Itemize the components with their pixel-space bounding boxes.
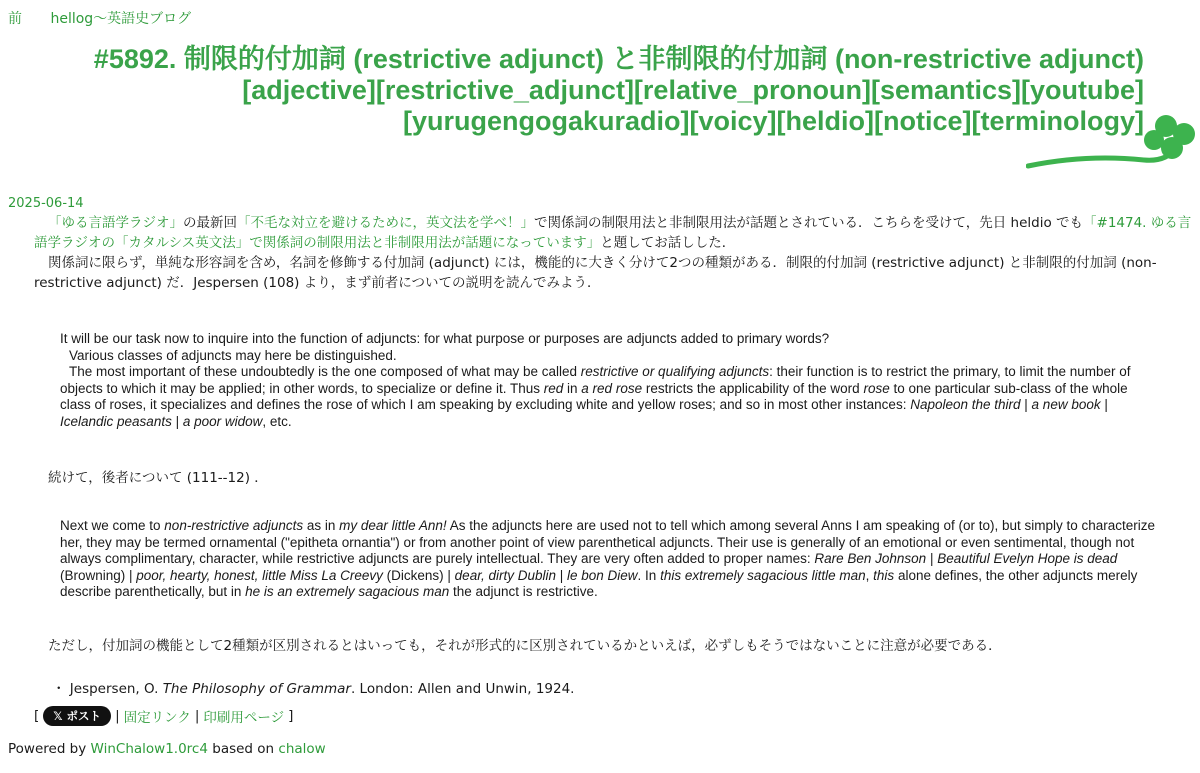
paragraph-note: ただし，付加詞の機能として2種類が区別されるとはいっても，それが形式的に区別されているかといえば，必ずしもそうではないことに注意が必要である．	[48, 638, 1002, 654]
quote-non-restrictive	[60, 518, 1160, 601]
top-nav	[8, 8, 191, 28]
em: Napoleon the third	[910, 397, 1021, 412]
text: alone defines, the other adjuncts merely describe parenthetically, but in	[60, 567, 1138, 599]
text: で関係詞の制限用法と非制限用法が話題とされている．こちらを受けて，先日 heldio でも	[534, 215, 1084, 231]
text: . In	[637, 567, 661, 583]
text: |	[555, 567, 567, 583]
paragraph-latter: 続けて，後者について (111--12) ．	[48, 470, 268, 486]
em: le bon Diew	[567, 567, 638, 583]
quote-line: It will be our task now to inquire into the function of adjuncts: for what purpose or purposes are adjuncts added to primary words?	[60, 331, 830, 346]
text: Powered by	[8, 741, 91, 757]
book-title: The Philosophy of Grammar	[162, 681, 351, 697]
text: the adjunct is restrictive.	[449, 584, 598, 599]
text: |	[926, 551, 938, 566]
text: |	[1020, 397, 1032, 412]
entry-date: 2025-06-14	[8, 196, 84, 211]
page-title-block	[24, 44, 1144, 137]
em: a red rose	[581, 380, 643, 396]
text: . London: Allen and Unwin, 1924.	[350, 681, 575, 697]
blog-home-link[interactable]: hellog〜英語史ブログ	[50, 11, 192, 27]
x-post-button[interactable]: 𝕏 ポスト	[43, 706, 111, 726]
prev-link[interactable]: 前	[8, 11, 22, 27]
chalow-link[interactable]: chalow	[278, 741, 326, 757]
tag-list-2[interactable]: [yurugengogakuradio][voicy][heldio][notice][terminology]	[403, 106, 1144, 136]
bracket: ]	[288, 708, 294, 724]
em: restrictive or qualifying adjuncts	[580, 364, 770, 379]
text: as in	[303, 518, 340, 533]
text: ,	[865, 567, 874, 583]
text: : their function is to restrict the primary, to limit the number of objects to which it may be applied; in other words, to specialize or define it. Thus	[60, 364, 1131, 396]
em: he is an extremely sagacious man	[245, 584, 450, 599]
text: based on	[207, 741, 279, 757]
em: Rare Ben Johnson	[814, 551, 927, 566]
text: As the adjuncts here are used not to tell which among several Anns I am speaking of (or to), but simply to characterize her, they may be termed ornamental ("epitheta ornantia") or from another point of view parenthetical adjuncts. Their use is generally of an emotional or even sentimental, though not always complimentary, character, while restrictive adjuncts are purely intellectual. They are very often added to proper names:	[60, 518, 1156, 566]
em: this	[873, 567, 895, 583]
quote-line: Various classes of adjuncts may here be distinguished.	[69, 347, 397, 363]
em: Icelandic peasants	[60, 413, 172, 429]
quote-restrictive	[60, 331, 1160, 430]
em: this extremely sagacious little man	[660, 567, 866, 583]
separator: |	[115, 708, 120, 724]
winchalow-link[interactable]: WinChalow1.0rc4	[90, 741, 208, 757]
text: (Browning) |	[60, 567, 137, 583]
text: |	[171, 413, 183, 429]
separator: |	[194, 708, 200, 724]
text: Next we come to	[60, 518, 165, 533]
article-body	[34, 213, 1196, 293]
powered-by	[8, 741, 326, 757]
em: red	[543, 380, 564, 396]
entry-footer	[34, 706, 293, 726]
em: a poor widow	[182, 413, 263, 429]
reference-item	[52, 677, 574, 697]
text: と題してお話しした．	[600, 235, 736, 251]
text: (Dickens) |	[382, 567, 455, 583]
permalink-link[interactable]: 固定リンク	[123, 710, 191, 726]
print-page-link[interactable]: 印刷用ページ	[203, 710, 285, 726]
text: The most important of these undoubtedly is the one composed of what may be called	[69, 364, 581, 379]
text: restricts the applicability of the word	[642, 380, 864, 396]
link-yurugengo-radio[interactable]: 「ゆる言語学ラジオ」	[48, 215, 183, 231]
link-heldio-1474[interactable]: 「#1474. ゆる言語学ラジオの「カタルシス英文法」で関係詞の制限用法と非制限用法が話題になっています」	[34, 215, 1192, 251]
text: |	[1100, 397, 1108, 412]
tag-list-1[interactable]: [adjective][restrictive_adjunct][relative_pronoun][semantics][youtube]	[242, 75, 1144, 105]
em: poor, hearty, honest, little Miss La Creevy	[136, 567, 383, 583]
em: non-restrictive adjuncts	[164, 518, 304, 533]
em: my dear little Ann!	[339, 518, 447, 533]
em: rose	[863, 380, 890, 396]
clover-icon	[1026, 108, 1196, 178]
bracket: [	[34, 708, 40, 724]
text: Jespersen, O.	[65, 681, 163, 697]
text: , etc.	[262, 413, 292, 429]
text: の最新回	[183, 215, 237, 231]
text: in	[563, 380, 582, 396]
em: dear, dirty Dublin	[454, 567, 556, 583]
em: a new book	[1031, 397, 1101, 412]
bullet: ・	[52, 681, 66, 697]
text: to one particular sub-class of the whole class of roses, it specializes and defines the rose of which I am speaking by excluding white and yellow roses; and so in most other instances:	[60, 380, 1128, 412]
quote-paragraph	[60, 364, 1160, 430]
paragraph-intro	[34, 213, 1196, 253]
quote-paragraph	[60, 518, 1160, 601]
em: Beautiful Evelyn Hope is dead	[937, 551, 1118, 566]
page-title: #5892. 制限的付加詞 (restrictive adjunct) と非制限的付加詞 (non-restrictive adjunct)	[93, 44, 1144, 74]
link-episode[interactable]: 「不毛な対立を避けるために，英文法を学べ！」	[237, 215, 534, 231]
paragraph-adjunct: 関係詞に限らず，単純な形容詞を含め，名詞を修飾する付加詞 (adjunct) には，機能的に大きく分けて2つの種類がある．制限的付加詞 (restrictive adjunct) と非制限的付加詞 (non-restrictive adjunct) だ．Jespersen (108) より，まず前者についての説明を読んでみよう．	[34, 255, 1157, 291]
